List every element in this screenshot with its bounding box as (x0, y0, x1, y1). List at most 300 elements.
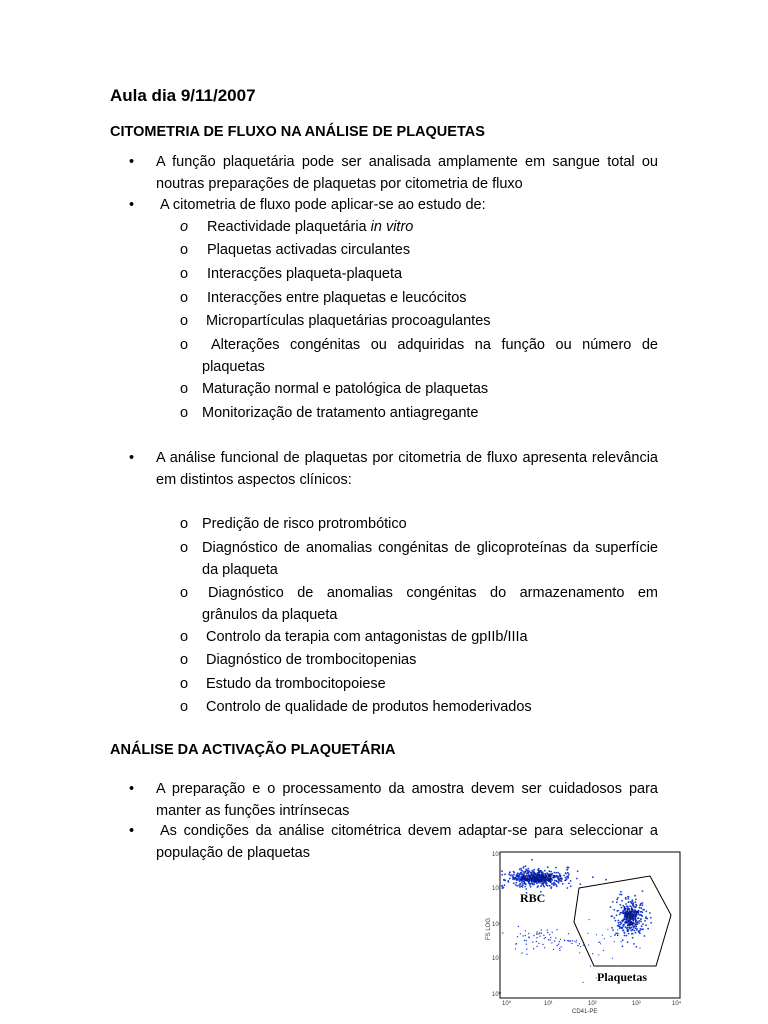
event-dot (576, 942, 577, 943)
event-dot (531, 859, 533, 861)
event-dot (640, 914, 642, 916)
event-dot (522, 886, 524, 888)
event-dot (619, 913, 621, 915)
list-item (110, 447, 658, 491)
event-dot (520, 873, 522, 875)
event-dot (589, 919, 590, 920)
event-dot (533, 948, 534, 949)
event-dot (642, 902, 644, 904)
event-dot (640, 918, 642, 920)
sub-list-item (180, 537, 658, 581)
event-dot (625, 897, 627, 899)
event-dot (546, 882, 548, 884)
event-dot (629, 911, 631, 913)
event-dot (502, 887, 504, 889)
event-dot (517, 875, 519, 877)
event-dot (538, 943, 539, 944)
event-dot (645, 910, 647, 912)
event-dot (524, 871, 526, 873)
event-dot (641, 925, 643, 927)
event-dot (633, 930, 635, 932)
event-dot (630, 918, 632, 920)
event-dot (621, 941, 622, 942)
event-dot (539, 871, 541, 873)
event-dot (632, 900, 634, 902)
event-dot (617, 897, 619, 899)
event-dot (643, 909, 645, 911)
event-dot (622, 930, 624, 932)
event-dot (636, 905, 638, 907)
event-dot (602, 935, 603, 936)
sub-bullet-icon: o (180, 266, 189, 282)
event-dot (587, 933, 588, 934)
event-dot (568, 933, 569, 934)
event-dot (551, 883, 553, 885)
event-dot (524, 883, 526, 885)
sub-bullet-icon: o (180, 290, 189, 306)
event-dot (631, 909, 633, 911)
sub-list-item (180, 334, 658, 378)
event-dot (543, 876, 545, 878)
y-tick-label: 10⁰ (492, 992, 502, 998)
event-dot (501, 886, 503, 888)
event-dot (517, 872, 519, 874)
event-dot (528, 881, 530, 883)
event-dot (633, 923, 635, 925)
event-dot (550, 939, 551, 940)
event-dot (614, 934, 616, 936)
x-axis-label: CD41-PE (572, 1009, 598, 1015)
event-dot (635, 920, 637, 922)
event-dot (549, 881, 551, 883)
bullet-text: As condições da análise citométrica devem adaptar-se para seleccionar a população de plaquetas (156, 823, 658, 861)
event-dot (641, 912, 643, 914)
event-dot (542, 885, 544, 887)
event-dot (544, 879, 546, 881)
event-dot (525, 888, 527, 890)
sub-bullet-icon: o (180, 242, 189, 258)
event-dot (635, 932, 637, 934)
event-dot (521, 879, 523, 881)
event-dot (642, 928, 644, 930)
event-dot (527, 872, 529, 874)
event-dot (621, 927, 623, 929)
event-dot (616, 910, 618, 912)
event-dot (547, 932, 548, 933)
event-dot (522, 883, 524, 885)
event-dot (620, 891, 622, 893)
event-dot (526, 954, 527, 955)
event-dot (549, 870, 551, 872)
event-dot (644, 935, 646, 937)
event-dot (632, 918, 634, 920)
event-dot (533, 935, 534, 936)
event-dot (502, 932, 503, 933)
event-dot (538, 874, 540, 876)
event-dot (617, 933, 619, 935)
sub-item-text: Micropartículas plaquetárias procoagulantes (206, 313, 491, 329)
bullet-icon: • (129, 450, 135, 466)
event-dot (513, 871, 515, 873)
event-dot (543, 935, 544, 936)
event-dot (569, 940, 570, 941)
event-dot (554, 875, 556, 877)
y-axis-label: FS LOG (486, 917, 492, 940)
y-tick-label: 10¹ (492, 956, 501, 962)
event-dot (562, 883, 564, 885)
event-dot (635, 928, 637, 930)
event-dot (522, 935, 523, 936)
event-dot (541, 871, 543, 873)
event-dot (610, 906, 612, 908)
event-dot (513, 874, 515, 876)
event-dot (536, 933, 537, 934)
bullet-icon: • (129, 781, 135, 797)
event-dot (532, 877, 534, 879)
event-dot (539, 936, 540, 937)
sub-bullet-icon: o (180, 313, 189, 329)
event-dot (545, 937, 546, 938)
event-dot (612, 958, 613, 959)
event-dot (524, 940, 525, 941)
event-dot (624, 918, 626, 920)
event-dot (523, 875, 525, 877)
event-dot (644, 920, 646, 922)
bullet-icon: • (129, 154, 135, 170)
event-dot (501, 870, 503, 872)
event-dot (557, 872, 559, 874)
event-dot (547, 929, 548, 930)
event-dot (560, 875, 562, 877)
event-dot (544, 870, 546, 872)
event-dot (640, 907, 642, 909)
event-dot (527, 878, 529, 880)
event-dot (627, 906, 629, 908)
event-dot (555, 872, 557, 874)
event-dot (618, 920, 620, 922)
event-dot (636, 924, 638, 926)
event-dot (625, 903, 627, 905)
event-dot (541, 876, 543, 878)
event-dot (627, 898, 629, 900)
event-dot (638, 922, 640, 924)
sub-item-text: Reactividade plaquetária in vitro (207, 219, 414, 235)
event-dot (617, 929, 618, 930)
event-dot (525, 930, 526, 931)
event-dot (579, 943, 580, 944)
event-dot (554, 880, 556, 882)
sub-item-text: Diagnóstico de anomalias congénitas de glicoproteínas da superfície da plaqueta (202, 540, 658, 578)
event-dot (612, 929, 614, 931)
event-dot (621, 912, 623, 914)
bullet-text: A preparação e o processamento da amostra devem ser cuidadosos para manter as funções intrínsecas (156, 781, 658, 819)
event-dot (533, 869, 535, 871)
event-dot (524, 886, 526, 888)
event-dot (554, 872, 556, 874)
event-dot (526, 880, 528, 882)
event-dot (640, 911, 642, 913)
event-dot (554, 940, 555, 941)
event-dot (572, 940, 573, 941)
event-dot (622, 924, 624, 926)
event-dot (635, 901, 637, 903)
event-dot (551, 886, 553, 888)
event-dot (645, 924, 647, 926)
bullet-text: A citometria de fluxo pode aplicar-se ao estudo de: (160, 197, 486, 213)
event-dot (553, 877, 555, 879)
event-dot (515, 948, 516, 949)
event-dot (638, 917, 640, 919)
event-dot (596, 934, 597, 935)
event-dot (541, 933, 542, 934)
event-dot (570, 880, 572, 882)
page-title: Aula dia 9/11/2007 (110, 86, 256, 105)
event-dot (627, 930, 629, 932)
event-dot (617, 935, 619, 937)
event-dot (622, 910, 624, 912)
sub-bullet-icon: o (180, 585, 189, 601)
event-dot (520, 868, 522, 870)
event-dot (603, 950, 604, 951)
event-dot (635, 921, 637, 923)
x-tick-label: 10⁰ (502, 1001, 512, 1007)
event-dot (554, 883, 556, 885)
event-dot (583, 945, 584, 946)
bullet-icon: • (129, 823, 135, 839)
bullet-text: A análise funcional de plaquetas por citometria de fluxo apresenta relevância em distintos aspectos clínicos: (156, 450, 658, 488)
event-dot (559, 941, 560, 942)
event-dot (515, 884, 517, 886)
sub-item-text: Interacções plaqueta-plaqueta (207, 266, 403, 282)
event-dot (537, 877, 539, 879)
event-dot (546, 878, 548, 880)
event-dot (623, 932, 625, 934)
x-tick-label: 10² (588, 1001, 597, 1007)
event-dot (636, 946, 638, 948)
event-dot (535, 873, 537, 875)
event-dot (628, 901, 630, 903)
event-dot (633, 943, 635, 945)
event-dot (565, 872, 567, 874)
event-dot (553, 884, 555, 886)
event-dot (550, 937, 551, 938)
sub-item-text: Controlo de qualidade de produtos hemoderivados (206, 699, 532, 715)
event-dot (522, 877, 524, 879)
event-dot (557, 876, 559, 878)
event-dot (626, 909, 628, 911)
event-dot (533, 875, 535, 877)
event-dot (626, 922, 628, 924)
event-dot (639, 905, 641, 907)
event-dot (557, 945, 558, 946)
x-tick-label: 10¹ (544, 1001, 553, 1007)
event-dot (553, 949, 554, 950)
event-dot (557, 881, 559, 883)
event-dot (628, 933, 630, 935)
event-dot (546, 884, 548, 886)
event-dot (627, 927, 629, 929)
event-dot (504, 884, 506, 886)
event-dot (558, 879, 560, 881)
sub-item-text: Controlo da terapia com antagonistas de gpIIb/IIIa (206, 629, 528, 645)
event-dot (592, 953, 593, 954)
event-dot (583, 982, 584, 983)
event-dot (638, 914, 640, 916)
x-ticks (502, 1000, 682, 1007)
event-dot (526, 940, 527, 941)
event-dot (650, 922, 652, 924)
event-dot (607, 929, 608, 930)
event-dot (611, 915, 613, 917)
sub-item-text: Monitorização de tratamento antiagregante (202, 405, 479, 421)
event-dot (632, 937, 634, 939)
event-dot (598, 954, 599, 955)
event-dot (632, 929, 634, 931)
event-dot (526, 875, 528, 877)
event-dot (504, 873, 506, 875)
event-dot (544, 938, 545, 939)
sub-item-text: Diagnóstico de anomalias congénitas do armazenamento em grânulos da plaqueta (202, 585, 658, 623)
event-dot (523, 871, 525, 873)
event-dot (552, 932, 553, 933)
event-dot (530, 874, 532, 876)
event-dot (536, 946, 537, 947)
event-dot (631, 923, 633, 925)
sub-item-text: Plaquetas activadas circulantes (207, 242, 411, 258)
event-dot (564, 880, 566, 882)
event-dot (542, 882, 544, 884)
event-dot (618, 922, 620, 924)
event-dot (532, 941, 533, 942)
event-dot (509, 872, 511, 874)
event-dot (545, 875, 547, 877)
event-dot (639, 920, 641, 922)
event-dot (535, 876, 537, 878)
event-dot (549, 885, 551, 887)
sub-item-text: Interacções entre plaquetas e leucócitos (207, 290, 467, 306)
event-dot (588, 944, 589, 945)
event-dot (518, 926, 519, 927)
event-dot (579, 883, 581, 885)
event-dot (537, 931, 538, 932)
event-dot (503, 879, 505, 881)
event-dot (571, 943, 572, 944)
event-dot (561, 946, 562, 947)
event-dot (650, 917, 652, 919)
event-dot (522, 884, 524, 886)
event-dot (638, 910, 640, 912)
event-dot (590, 965, 591, 966)
event-dot (525, 865, 527, 867)
event-dot (537, 885, 539, 887)
event-dot (533, 878, 535, 880)
event-dot (622, 912, 624, 914)
event-dot (551, 942, 552, 943)
event-dot (530, 886, 532, 888)
event-dot (604, 938, 605, 939)
event-dot (634, 906, 636, 908)
event-dot (614, 941, 615, 942)
event-dot (536, 941, 537, 942)
sub-bullet-icon: o (180, 337, 189, 353)
sub-bullet-icon: o (180, 516, 189, 532)
sub-bullet-icon: o (180, 699, 189, 715)
event-dot (576, 940, 577, 941)
event-dot (532, 882, 534, 884)
sub-item-text: Estudo da trombocitopoiese (206, 676, 386, 692)
event-dot (528, 879, 530, 881)
event-dot (523, 881, 525, 883)
event-dot (541, 879, 543, 881)
event-dot (536, 937, 537, 938)
event-dot (628, 908, 630, 910)
event-dot (613, 917, 615, 919)
event-dot (525, 878, 527, 880)
event-dot (564, 940, 565, 941)
list-item (110, 778, 658, 822)
event-dot (633, 926, 635, 928)
event-dot (574, 941, 575, 942)
event-dot (560, 877, 562, 879)
event-dot (567, 877, 569, 879)
event-dot (632, 916, 634, 918)
event-dot (555, 937, 556, 938)
event-dot (639, 930, 641, 932)
event-dot (501, 874, 503, 876)
event-dot (619, 894, 621, 896)
event-dot (560, 939, 561, 940)
event-dot (563, 875, 565, 877)
event-dot (520, 883, 522, 885)
event-dot (567, 940, 568, 941)
sub-bullet-icon: o (180, 676, 189, 692)
sub-bullet-icon: o (180, 629, 189, 645)
sub-item-text: Diagnóstico de trombocitopenias (206, 652, 417, 668)
event-dot (616, 914, 618, 916)
event-dot (625, 919, 627, 921)
sub-item-text: Maturação normal e patológica de plaquetas (202, 381, 489, 397)
event-dot (631, 927, 633, 929)
event-dot (627, 913, 629, 915)
plaquetas-label: Plaquetas (597, 970, 648, 984)
event-dot (632, 933, 634, 935)
event-dot (548, 875, 550, 877)
event-dot (520, 933, 521, 934)
event-dot (615, 932, 617, 934)
event-dot (624, 915, 626, 917)
event-dot (611, 927, 613, 929)
bullet-icon: • (129, 197, 135, 213)
event-dot (616, 901, 618, 903)
event-dot (509, 878, 511, 880)
event-dot (517, 936, 518, 937)
event-dot (622, 939, 624, 941)
event-dot (521, 870, 523, 872)
event-dot (544, 947, 545, 948)
event-dot (526, 944, 527, 945)
section-heading-citometria: CITOMETRIA DE FLUXO NA ANÁLISE DE PLAQUETAS (110, 124, 485, 140)
event-dot (512, 876, 514, 878)
event-dot (646, 918, 648, 920)
event-dot (639, 948, 640, 949)
event-dot (640, 928, 642, 930)
event-dot (537, 869, 539, 871)
event-dot (516, 879, 518, 881)
event-dot (539, 876, 541, 878)
event-dot (538, 933, 539, 934)
event-dot (519, 886, 521, 888)
sub-bullet-icon: o (180, 219, 189, 235)
